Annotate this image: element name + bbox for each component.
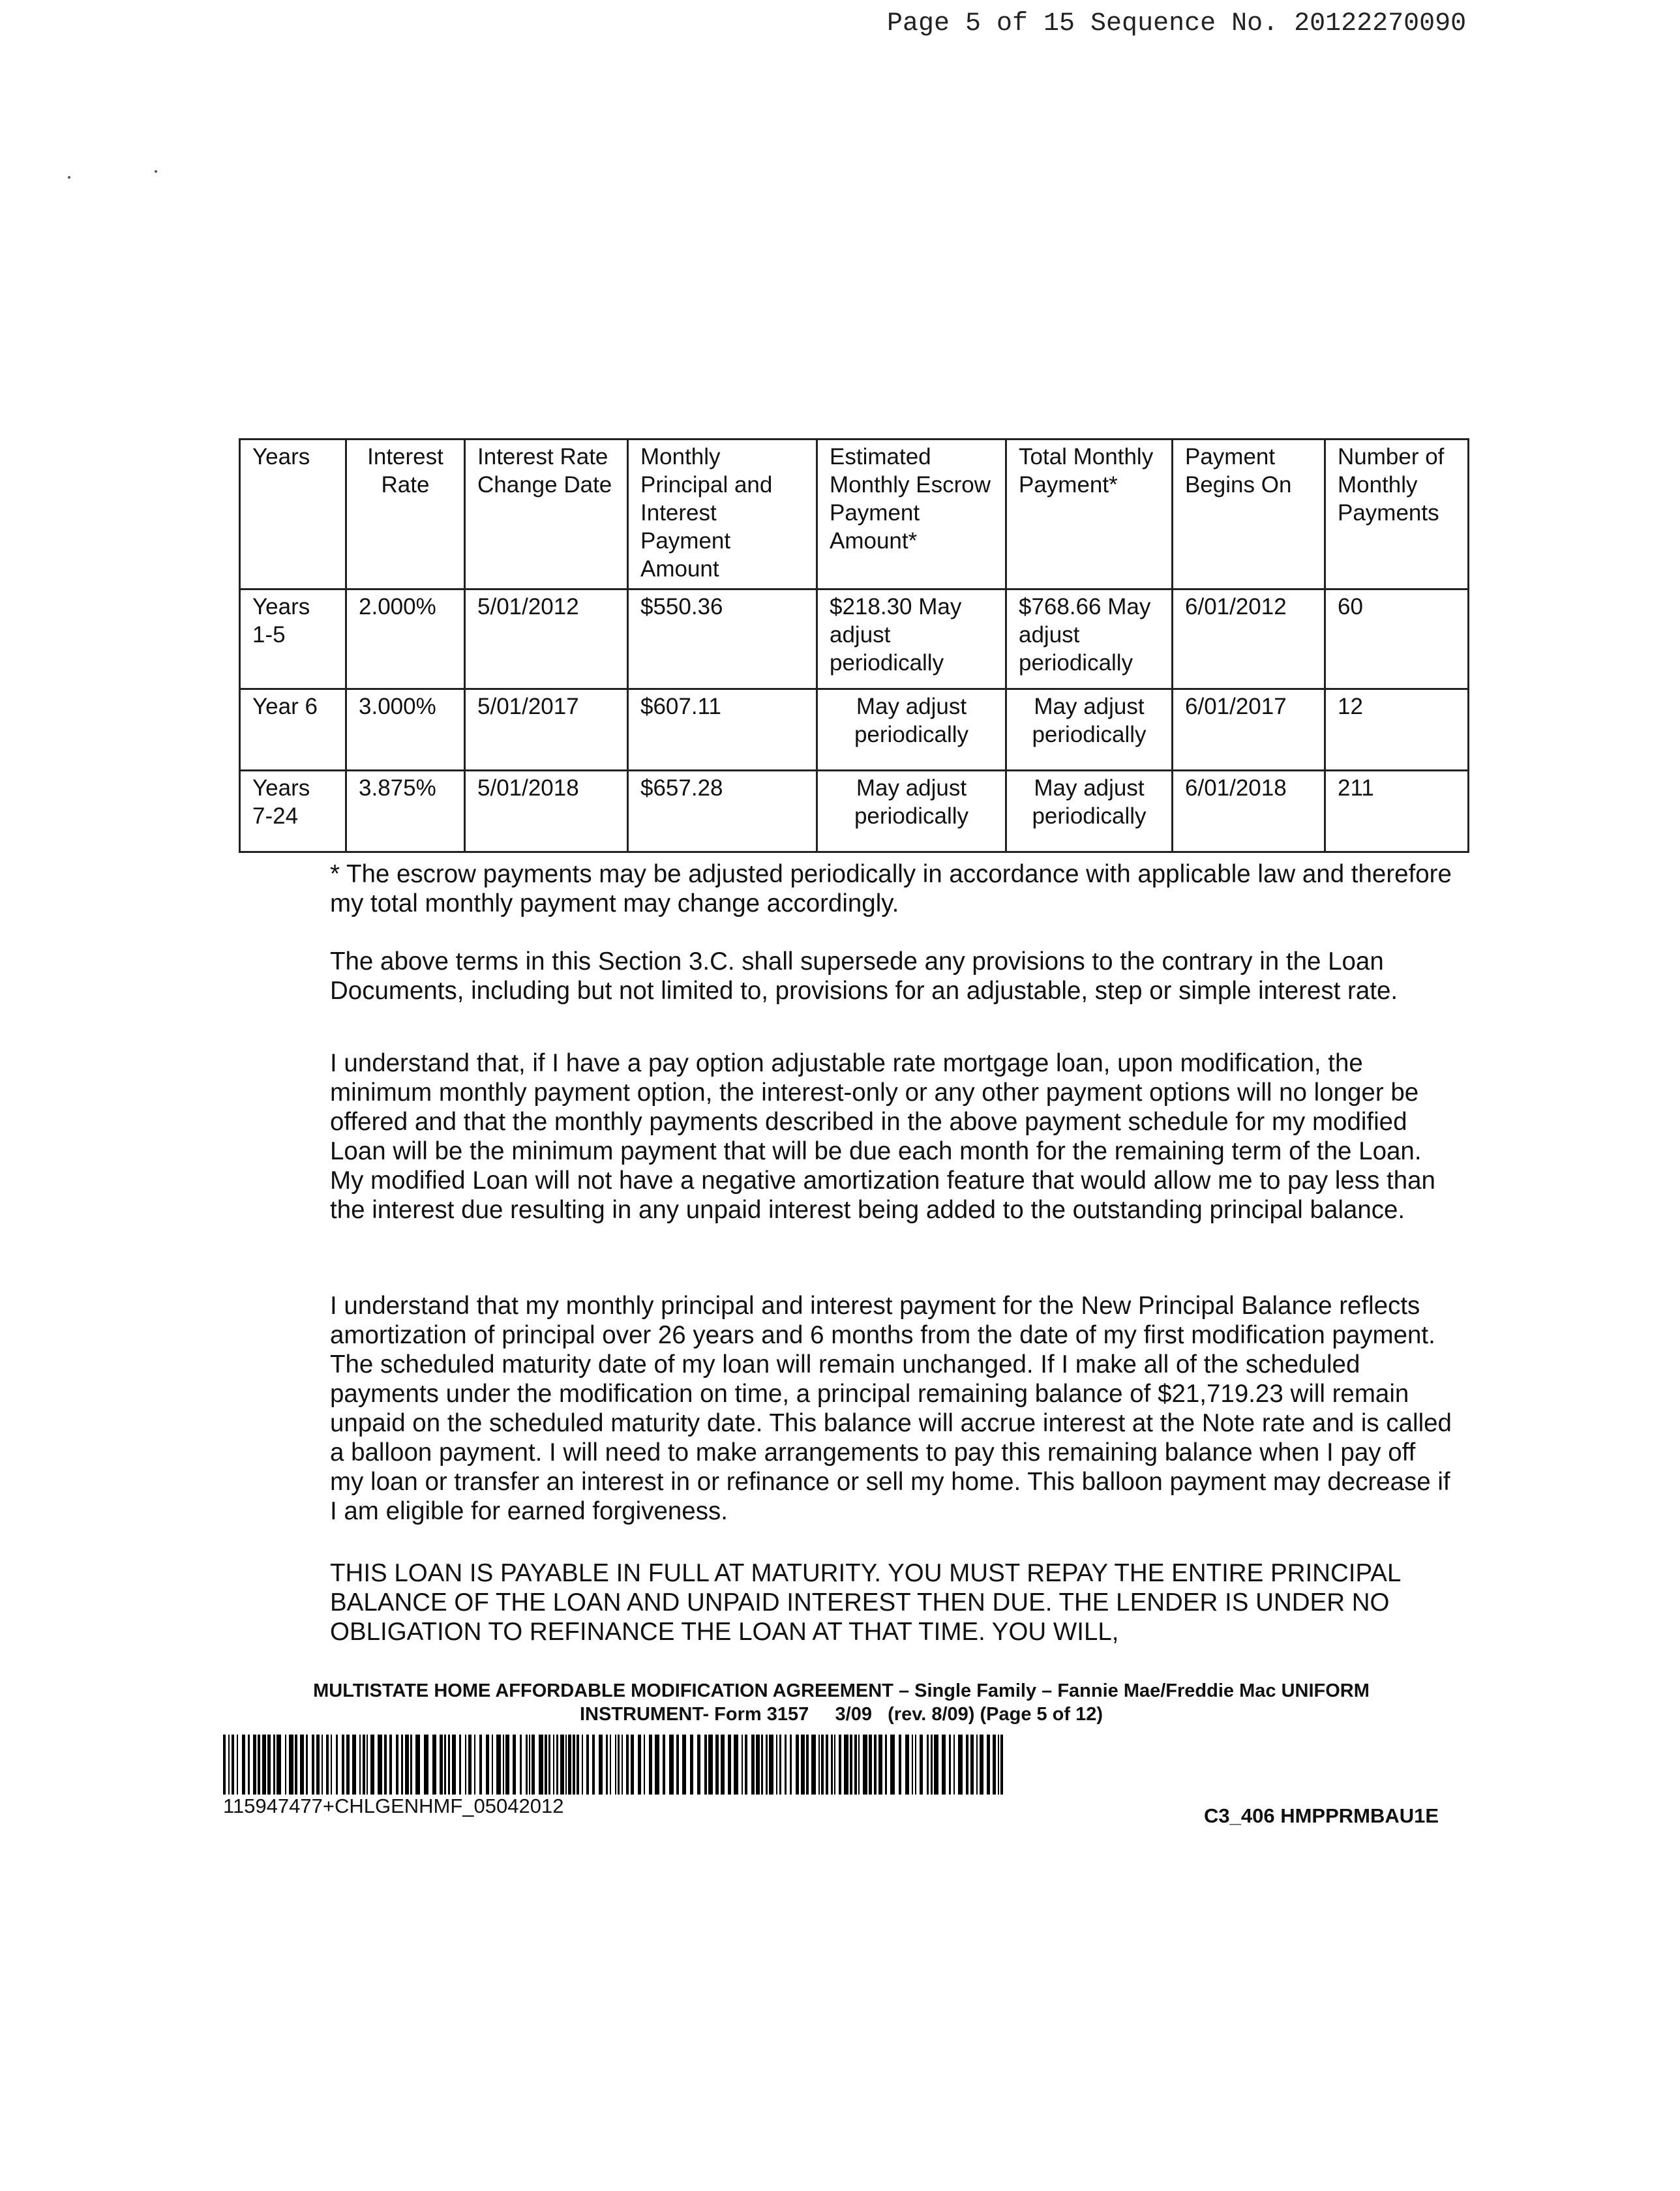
barcode-bar <box>312 1735 314 1795</box>
barcode-bar <box>708 1735 713 1795</box>
barcode-bar <box>496 1735 501 1795</box>
barcode-bar <box>389 1735 392 1795</box>
balloon-notice-paragraph: THIS LOAN IS PAYABLE IN FULL AT MATURITY. YOU MUST REPAY THE ENTIRE PRINCIPAL BALANCE OF THE LOAN AND UNPAID INTEREST THEN DUE. THE LENDER IS UNDER NO OBLIGATION TO REFINANCE THE LOAN AT THAT TIME. YOU WILL, <box>330 1559 1400 1646</box>
barcode-bar <box>834 1735 835 1795</box>
cell-begins-on: 6/01/2017 <box>1173 689 1325 771</box>
barcode-bar <box>704 1735 707 1795</box>
barcode-bar <box>359 1735 361 1795</box>
barcode-bar <box>306 1735 308 1795</box>
barcode-bar <box>273 1735 275 1795</box>
barcode-bar <box>631 1735 634 1795</box>
barcode-bar <box>844 1735 848 1795</box>
barcode-bar <box>513 1735 516 1795</box>
cell-years: Years 1-5 <box>240 589 346 689</box>
barcode-bar <box>370 1735 374 1795</box>
barcode-bar <box>676 1735 679 1795</box>
scan-speck <box>155 170 157 173</box>
barcode-bar <box>277 1735 281 1795</box>
barcode-bar <box>606 1735 608 1795</box>
cell-change-date: 5/01/2017 <box>465 689 628 771</box>
cell-escrow: May adjust periodically <box>817 771 1006 852</box>
barcode-bar <box>582 1735 583 1795</box>
cell-rate: 3.875% <box>346 771 465 852</box>
barcode-bar <box>295 1735 297 1795</box>
barcode-bar <box>599 1735 603 1795</box>
barcode-bar <box>326 1735 329 1795</box>
col-header-years: Years <box>240 440 346 589</box>
barcode-bar <box>878 1735 882 1795</box>
col-header-interest-rate: Interest Rate <box>346 440 465 589</box>
barcode-bar <box>228 1735 230 1795</box>
barcode-bar <box>505 1735 509 1795</box>
barcode-bar <box>577 1735 579 1795</box>
barcode-bar <box>779 1735 781 1795</box>
barcode-bar <box>336 1735 338 1795</box>
barcode-bar <box>586 1735 589 1795</box>
barcode-bar <box>503 1735 504 1795</box>
barcode-bar <box>899 1735 901 1795</box>
barcode-bar <box>285 1735 286 1795</box>
barcode-bar <box>905 1735 909 1795</box>
barcode-bar <box>432 1735 436 1795</box>
barcode-bar <box>669 1735 674 1795</box>
col-header-principal-interest: Monthly Principal and Interest Payment Amount <box>628 440 817 589</box>
cell-count: 211 <box>1325 771 1469 852</box>
barcode-bar <box>410 1735 412 1795</box>
barcode-bar <box>931 1735 933 1795</box>
barcode-bar <box>316 1735 320 1795</box>
barcode-bar <box>565 1735 567 1795</box>
cell-total: $768.66 May adjust periodically <box>1006 589 1173 689</box>
barcode-bar <box>526 1735 528 1795</box>
barcode-bar <box>1000 1735 1003 1795</box>
cell-rate: 2.000% <box>346 589 465 689</box>
barcode-bar <box>858 1735 860 1795</box>
barcode-bar <box>912 1735 913 1795</box>
table-row <box>240 589 1469 689</box>
barcode-bar <box>796 1735 799 1795</box>
barcode-bar <box>444 1735 446 1795</box>
cell-total: May adjust periodically <box>1006 689 1173 771</box>
barcode-bar <box>734 1735 738 1795</box>
barcode-bar <box>761 1735 763 1795</box>
barcode-bar <box>818 1735 820 1795</box>
barcode-bar <box>958 1735 963 1795</box>
barcode-bar <box>452 1735 456 1795</box>
table-header-row <box>240 440 1469 589</box>
page-sequence-header: Page 5 of 15 Sequence No. 20122270090 <box>887 9 1467 38</box>
barcode-bar <box>915 1735 916 1795</box>
barcode-bar <box>850 1735 852 1795</box>
barcode-bar <box>682 1735 686 1795</box>
barcode-bar <box>934 1735 938 1795</box>
barcode-bar <box>378 1735 382 1795</box>
barcode-bar <box>869 1735 872 1795</box>
document-code: C3_406 HMPPRMBAU1E <box>1204 1804 1439 1827</box>
cell-pi-amount: $550.36 <box>628 589 817 689</box>
barcode-bar <box>548 1735 550 1795</box>
scan-speck <box>68 176 70 179</box>
barcode-bar <box>766 1735 768 1795</box>
barcode-bar <box>663 1735 665 1795</box>
barcode-bar <box>839 1735 841 1795</box>
col-header-begins-on: Payment Begins On <box>1173 440 1325 589</box>
barcode-bar <box>520 1735 522 1795</box>
barcode-bar <box>405 1735 409 1795</box>
barcode-bar <box>980 1735 983 1795</box>
barcode-bar <box>715 1735 719 1795</box>
cell-begins-on: 6/01/2012 <box>1173 589 1325 689</box>
barcode-bar <box>998 1735 999 1795</box>
table-row <box>240 771 1469 852</box>
barcode-bar <box>573 1735 575 1795</box>
barcode-bar <box>697 1735 700 1795</box>
barcode-bar <box>690 1735 693 1795</box>
barcode-bar <box>970 1735 974 1795</box>
barcode-bar <box>448 1735 450 1795</box>
barcode-bar <box>942 1735 946 1795</box>
barcode-bar <box>289 1735 293 1795</box>
barcode-bar <box>756 1735 760 1795</box>
barcode-bar <box>745 1735 747 1795</box>
barcode-bar <box>863 1735 867 1795</box>
barcode-text: 115947477+CHLGENHMF_05042012 <box>223 1795 564 1817</box>
barcode-bar <box>352 1735 356 1795</box>
amortization-paragraph: I understand that my monthly principal and interest payment for the New Principal Balance reflects amortization of principal over 26 years and 6 months from the date of my first modification payment. The scheduled maturity date of my loan will remain unchanged. If I make all of the scheduled payments under the modification on time, a principal remaining balance of $21,719.23 will remain unpaid on the scheduled maturity date. This balance will accrue interest at the Note rate and is called a balloon payment. I will need to make arrangements to pay this remaining balance when I pay off my loan or transfer an interest in or refinance or sell my home. This balloon payment may decrease if I am eligible for earned forgiveness. <box>330 1292 1452 1525</box>
barcode-bar <box>568 1735 571 1795</box>
barcode-bar <box>785 1735 787 1795</box>
barcode-bar <box>638 1735 641 1795</box>
cell-total: May adjust periodically <box>1006 771 1173 852</box>
barcode-bar <box>465 1735 466 1795</box>
barcode-bar <box>920 1735 923 1795</box>
barcode-bar <box>649 1735 652 1795</box>
barcode-bar <box>384 1735 387 1795</box>
barcode-bar <box>821 1735 824 1795</box>
barcode-bar <box>987 1735 990 1795</box>
barcode-bar <box>721 1735 725 1795</box>
barcode-bar <box>539 1735 543 1795</box>
barcode-bar <box>401 1735 403 1795</box>
barcode-bar <box>885 1735 887 1795</box>
barcode-bar <box>479 1735 482 1795</box>
barcode-bar <box>267 1735 271 1795</box>
barcode-bar <box>322 1735 323 1795</box>
barcode-bar <box>363 1735 365 1795</box>
supersede-paragraph: The above terms in this Section 3.C. shall supersede any provisions to the contrary in the Loan Documents, including but not limited to, provisions for an adjustable, step or simple interest rate. <box>330 947 1398 1005</box>
barcode-bar <box>776 1735 777 1795</box>
barcode-bar <box>486 1735 489 1795</box>
barcode-bar <box>610 1735 611 1795</box>
cell-change-date: 5/01/2018 <box>465 771 628 852</box>
cell-escrow: May adjust periodically <box>817 689 1006 771</box>
document-barcode <box>223 1735 1012 1795</box>
barcode-bar <box>553 1735 554 1795</box>
cell-escrow: $218.30 May adjust periodically <box>817 589 1006 689</box>
cell-change-date: 5/01/2012 <box>465 589 628 689</box>
barcode-bar <box>342 1735 344 1795</box>
barcode-bar <box>615 1735 616 1795</box>
barcode-bar <box>232 1735 234 1795</box>
barcode-bar <box>237 1735 238 1795</box>
barcode-bar <box>976 1735 978 1795</box>
barcode-bar <box>492 1735 493 1795</box>
barcode-bar <box>253 1735 256 1795</box>
cell-years: Years 7-24 <box>240 771 346 852</box>
barcode-bar <box>262 1735 266 1795</box>
cell-count: 60 <box>1325 589 1469 689</box>
barcode-bar <box>474 1735 475 1795</box>
barcode-bar <box>468 1735 472 1795</box>
barcode-bar <box>242 1735 245 1795</box>
barcode-bar <box>258 1735 260 1795</box>
barcode-bar <box>626 1735 629 1795</box>
barcode-bar <box>248 1735 250 1795</box>
barcode-bar <box>618 1735 620 1795</box>
cell-begins-on: 6/01/2018 <box>1173 771 1325 852</box>
barcode-bar <box>560 1735 564 1795</box>
barcode-bar <box>806 1735 809 1795</box>
cell-years: Year 6 <box>240 689 346 771</box>
barcode-bar <box>300 1735 304 1795</box>
barcode-bar <box>811 1735 816 1795</box>
barcode-bar <box>927 1735 929 1795</box>
barcode-bar <box>993 1735 996 1795</box>
payment-schedule-table <box>239 438 1469 853</box>
cell-rate: 3.000% <box>346 689 465 771</box>
escrow-note-paragraph: * The escrow payments may be adjusted periodically in accordance with applicable law and therefore my total monthly payment may change accordingly. <box>330 860 1452 917</box>
barcode-bar <box>622 1735 623 1795</box>
barcode-bar <box>415 1735 420 1795</box>
barcode-bar <box>545 1735 547 1795</box>
pay-option-paragraph: I understand that, if I have a pay option adjustable rate mortgage loan, upon modification, the minimum monthly payment option, the interest-only or any other payment options will no longer be offered and that the monthly payments described in the above payment schedule for my modified Loan will be the minimum payment that will be due each month for the remaining term of the Loan. My modified Loan will not have a negative amortization feature that would allow me to pay less than the interest due resulting in any unpaid interest being added to the outstanding principal balance. <box>330 1049 1435 1224</box>
barcode-bar <box>966 1735 968 1795</box>
col-header-number-payments: Number of Monthly Payments <box>1325 440 1469 589</box>
barcode-bar <box>728 1735 731 1795</box>
cell-pi-amount: $607.11 <box>628 689 817 771</box>
barcode-bar <box>532 1735 535 1795</box>
barcode-bar <box>346 1735 350 1795</box>
barcode-bar <box>556 1735 558 1795</box>
table-row <box>240 689 1469 771</box>
barcode-bar <box>874 1735 877 1795</box>
barcode-bar <box>769 1735 773 1795</box>
barcode-bar <box>949 1735 951 1795</box>
barcode-bar <box>790 1735 792 1795</box>
barcode-bar <box>826 1735 828 1795</box>
barcode-bar <box>367 1735 368 1795</box>
col-header-rate-change-date: Interest Rate Change Date <box>465 440 628 589</box>
barcode-bar <box>751 1735 755 1795</box>
barcode-bar <box>440 1735 443 1795</box>
cell-count: 12 <box>1325 689 1469 771</box>
barcode-bar <box>742 1735 743 1795</box>
col-header-total-payment: Total Monthly Payment* <box>1006 440 1173 589</box>
barcode-bar <box>592 1735 595 1795</box>
barcode-bar <box>459 1735 461 1795</box>
barcode-bar <box>223 1735 226 1795</box>
barcode-bar <box>854 1735 857 1795</box>
barcode-bar <box>529 1735 530 1795</box>
barcode-bar <box>331 1735 332 1795</box>
barcode-bar <box>831 1735 833 1795</box>
form-footer-title: MULTISTATE HOME AFFORDABLE MODIFICATION AGREEMENT – Single Family – Fannie Mae/Freddie Mac UNIFORM INSTRUMENT- Form 3157 3/09 (rev. 8/09) (Page 5 of 12) <box>313 1680 1370 1725</box>
barcode-bar <box>890 1735 895 1795</box>
barcode-bar <box>396 1735 398 1795</box>
col-header-escrow: Estimated Monthly Escrow Payment Amount* <box>817 440 1006 589</box>
barcode-bar <box>424 1735 428 1795</box>
barcode-bar <box>655 1735 659 1795</box>
barcode-bar <box>953 1735 955 1795</box>
cell-pi-amount: $657.28 <box>628 771 817 852</box>
barcode-bar <box>644 1735 645 1795</box>
barcode-bar <box>801 1735 805 1795</box>
